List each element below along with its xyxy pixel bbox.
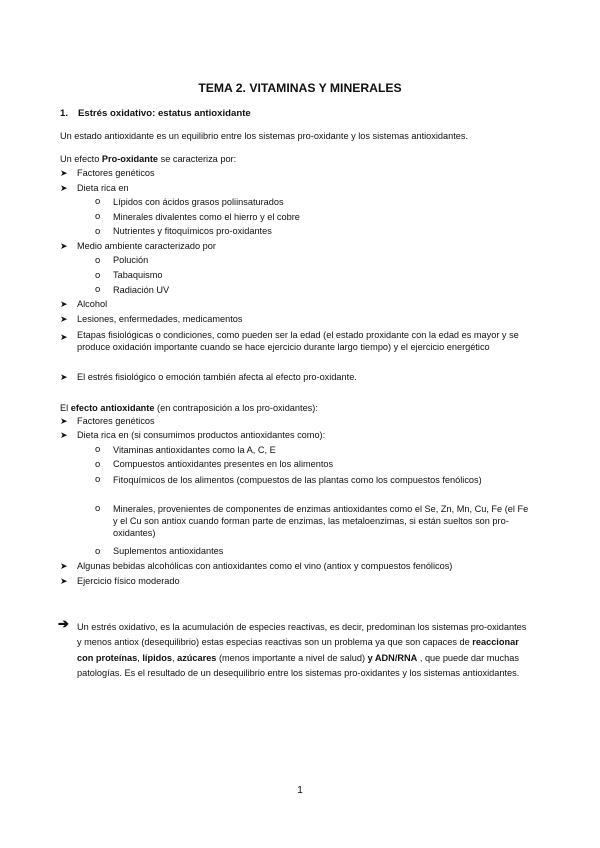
circle-bullet-icon: o bbox=[95, 546, 101, 557]
note-bold-2: lípidos bbox=[142, 652, 172, 663]
sub-list-item: Suplementos antioxidantes bbox=[113, 546, 224, 556]
list-item: Factores genéticos bbox=[77, 416, 155, 426]
sub-list-item: Minerales divalentes como el hierro y el cobre bbox=[113, 212, 300, 222]
list-item: El estrés fisiológico o emoción también afecta al efecto pro-oxidante. bbox=[77, 372, 357, 382]
arrow-bullet-icon: ➤ bbox=[60, 561, 68, 571]
note-bold-4: y ADN/RNA bbox=[367, 652, 418, 663]
sub-list-item: Lípidos con ácidos grasos poliinsaturados bbox=[113, 197, 284, 207]
summary-paragraph bbox=[77, 620, 532, 681]
prooxidant-lead-post: se caracteriza por: bbox=[158, 154, 237, 164]
sub-list-item: Radiación UV bbox=[113, 285, 170, 295]
antioxidant-lead-post: (en contraposición a los pro-oxidantes): bbox=[154, 403, 318, 413]
arrow-bullet-icon: ➤ bbox=[60, 241, 68, 251]
note-bold-1: reaccionar con proteínas bbox=[77, 637, 519, 663]
list-item: Factores genéticos bbox=[77, 168, 155, 178]
circle-bullet-icon: o bbox=[95, 255, 101, 266]
list-item: Alcohol bbox=[77, 299, 108, 309]
arrow-bullet-icon: ➤ bbox=[60, 299, 68, 309]
sub-list-item: Compuestos antioxidantes presentes en los alimentos bbox=[113, 459, 334, 469]
circle-bullet-icon: o bbox=[95, 211, 101, 222]
page-number: 1 bbox=[297, 784, 303, 796]
intro-paragraph: Un estado antioxidante es un equilibrio entre los sistemas pro-oxidante y los sistemas antioxidantes. bbox=[60, 131, 469, 141]
note-text-1: Un estrés oxidativo, es la acumulación de especies reactivas, es decir, predominan los sistemas pro-oxidantes y menos antiox (desequilibrio) estas especias reactivas son un problema ya que son capaces de bbox=[77, 622, 527, 648]
note-bold-3: azúcares bbox=[177, 652, 217, 663]
list-item: Algunas bebidas alcohólicas con antioxidantes como el vino (antiox y compuestos fenólicos) bbox=[77, 561, 453, 571]
note-text-4: (menos importante a nivel de salud) bbox=[216, 652, 368, 663]
circle-bullet-icon: o bbox=[95, 284, 101, 295]
sub-list-item: Tabaquismo bbox=[113, 270, 163, 280]
circle-bullet-icon: o bbox=[95, 226, 101, 237]
section-heading bbox=[60, 108, 251, 119]
circle-bullet-icon: o bbox=[95, 444, 101, 455]
note-text-2: , bbox=[137, 652, 143, 663]
sub-list-item: Polución bbox=[113, 255, 149, 265]
arrow-bullet-icon: ➤ bbox=[60, 372, 68, 382]
list-item: Ejercicio físico moderado bbox=[77, 576, 180, 586]
sub-list-item: Vitaminas antioxidantes como la A, C, E bbox=[113, 445, 276, 455]
circle-bullet-icon: o bbox=[95, 196, 101, 207]
circle-bullet-icon: o bbox=[95, 270, 101, 281]
arrow-bullet-icon: ➤ bbox=[60, 430, 68, 440]
prooxidant-lead-bold: Pro-oxidante bbox=[101, 154, 159, 164]
list-item: Lesiones, enfermedades, medicamentos bbox=[77, 314, 243, 324]
section-heading-text: Estrés oxidativo: estatus antioxidante bbox=[78, 108, 251, 119]
arrow-bullet-icon: ➤ bbox=[60, 183, 68, 193]
list-item: Dieta rica en bbox=[77, 183, 129, 193]
right-arrow-icon: ➔ bbox=[58, 616, 69, 631]
sub-list-item: Fitoquímicos de los alimentos (compuestos de las plantas como los compuestos fenólicos) bbox=[113, 475, 482, 485]
list-item: Etapas fisiológicas o condiciones, como pueden ser la edad (el estado proxidante con la edad es mayor y se produce oxidación importante cuando se hace ejercicio durante largo tiempo) y el ejercicio energético bbox=[77, 330, 519, 353]
page-title: TEMA 2. VITAMINAS Y MINERALES bbox=[198, 81, 402, 95]
arrow-bullet-icon: ➤ bbox=[60, 416, 68, 426]
prooxidant-lead bbox=[60, 152, 236, 167]
arrow-bullet-icon: ➤ bbox=[60, 576, 68, 586]
antioxidant-lead-bold: efecto antioxidante bbox=[70, 403, 155, 413]
prooxidant-lead-pre: Un efecto bbox=[60, 154, 102, 164]
note-text-3: , bbox=[171, 652, 178, 663]
section-number: 1. bbox=[60, 108, 69, 119]
circle-bullet-icon: o bbox=[95, 503, 101, 514]
note-text-5: , que puede dar muchas patologías. Es el resultado de un desequilibrio entre los sistemas pro-oxidantes y los sistemas antioxidantes. bbox=[77, 652, 520, 678]
circle-bullet-icon: o bbox=[95, 459, 101, 470]
circle-bullet-icon: o bbox=[95, 474, 101, 485]
arrow-bullet-icon: ➤ bbox=[60, 168, 68, 178]
list-item: Medio ambiente caracterizado por bbox=[77, 241, 216, 251]
arrow-bullet-icon: ➤ bbox=[60, 314, 68, 324]
list-item: Dieta rica en (si consumimos productos antioxidantes como): bbox=[77, 430, 326, 440]
antioxidant-lead-pre: El bbox=[60, 403, 71, 413]
sub-list-item: Minerales, provenientes de componentes de enzimas antioxidantes como el Se, Zn, Mn, Cu, Fe (el Fe y el Cu son antiox cuando forman parte de enzimas, las metaloenzimas, si están sueltos son pro-oxidantes) bbox=[113, 504, 529, 539]
sub-list-item: Nutrientes y fitoquímicos pro-oxidantes bbox=[113, 226, 272, 236]
arrow-bullet-icon: ➤ bbox=[60, 332, 68, 342]
